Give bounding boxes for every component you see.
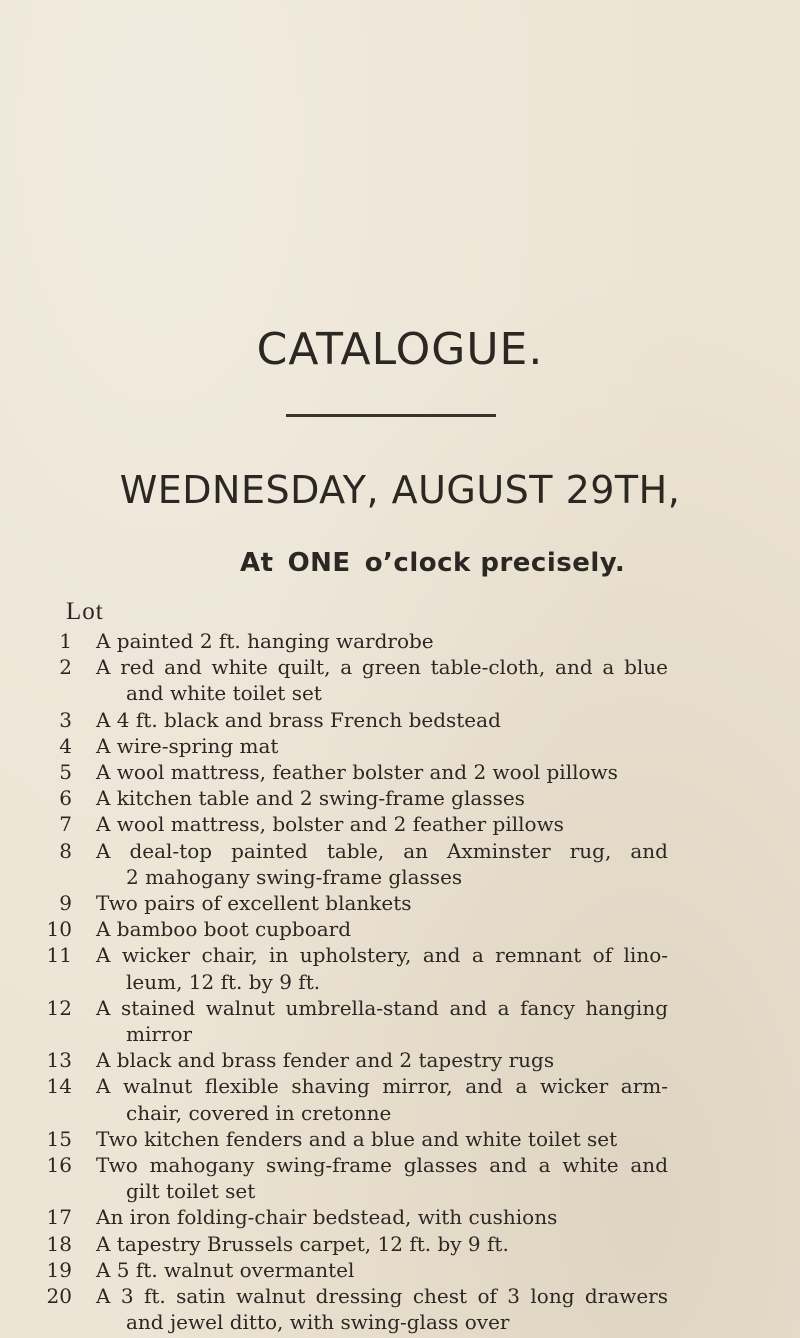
lot-number: 5 xyxy=(59,760,72,785)
lot-number: 1 xyxy=(59,629,72,653)
lot-description xyxy=(96,759,668,785)
lot-number: 9 xyxy=(59,891,72,916)
lot-description xyxy=(96,916,668,942)
lot-number: 6 xyxy=(59,786,72,811)
lot-description-continuation: 2 mahogany swing-frame glasses xyxy=(126,864,463,889)
lot-row xyxy=(0,1231,800,1257)
lot-row xyxy=(0,942,800,994)
lot-row xyxy=(0,1073,800,1125)
lot-description-line: An iron folding-chair bedstead, with cushions xyxy=(96,1205,558,1230)
lot-description-line: A walnut flexible shaving mirror, and a wicker arm- xyxy=(96,1074,668,1099)
lot-row xyxy=(0,838,800,890)
lot-description-line: A wool mattress, feather bolster and 2 wool pillows xyxy=(96,760,618,785)
lot-row xyxy=(0,1283,800,1335)
lot-description-line: A stained walnut umbrella-stand and a fancy hanging xyxy=(96,995,668,1020)
catalogue-heading: CATALOGUE. xyxy=(256,324,544,375)
lot-description-continuation: mirror xyxy=(126,1022,193,1047)
lot-description-continuation: gilt toilet set xyxy=(126,1179,256,1204)
sale-time-hour: ONE xyxy=(287,548,351,578)
lot-row xyxy=(0,785,800,811)
lot-description-line: Two kitchen fenders and a blue and white toilet set xyxy=(96,1126,618,1151)
heading-rule xyxy=(286,414,496,417)
lot-description-line: A 3 ft. satin walnut dressing chest of 3 long drawers xyxy=(96,1284,668,1309)
lot-row xyxy=(0,995,800,1047)
lot-description-line: A 4 ft. black and brass French bedstead xyxy=(96,707,501,732)
lot-description-line: A wool mattress, bolster and 2 feather pillows xyxy=(96,812,564,837)
lot-number: 18 xyxy=(46,1231,72,1256)
lot-description-line: Two mahogany swing-frame glasses and a white and xyxy=(96,1153,668,1178)
lot-number: 17 xyxy=(46,1205,72,1230)
lot-description-line: A wire-spring mat xyxy=(96,733,279,758)
lot-description-line: A deal-top painted table, an Axminster rug, and xyxy=(96,838,668,863)
lot-description xyxy=(96,1204,668,1230)
lot-description xyxy=(96,628,668,654)
lot-number: 7 xyxy=(59,812,72,837)
lot-row xyxy=(0,1204,800,1230)
lot-number: 10 xyxy=(46,917,72,942)
lot-description-line: A kitchen table and 2 swing-frame glasses xyxy=(96,786,525,811)
lot-number: 4 xyxy=(59,733,72,758)
lot-description-line: A black and brass fender and 2 tapestry rugs xyxy=(96,1048,555,1073)
lot-number: 3 xyxy=(59,707,72,732)
lot-number: 16 xyxy=(46,1153,72,1178)
lot-description-line: A wicker chair, in upholstery, and a remnant of lino- xyxy=(96,943,668,968)
lot-list xyxy=(0,628,800,1335)
lot-description xyxy=(96,654,668,706)
sale-date: WEDNESDAY, AUGUST 29TH, xyxy=(119,468,681,512)
lot-number: 12 xyxy=(46,995,72,1020)
lot-number: 14 xyxy=(46,1074,72,1099)
lot-description xyxy=(96,942,668,994)
lot-description xyxy=(96,838,668,890)
lot-number: 15 xyxy=(46,1126,72,1151)
lot-row xyxy=(0,1047,800,1073)
lot-number: 11 xyxy=(46,943,72,968)
lot-row xyxy=(0,707,800,733)
lot-description-line: A red and white quilt, a green table-cloth, and a blue xyxy=(96,655,668,680)
lot-row xyxy=(0,811,800,837)
lot-number: 2 xyxy=(59,655,72,680)
lot-description xyxy=(96,1126,668,1152)
lot-description-line: A tapestry Brussels carpet, 12 ft. by 9 ft. xyxy=(96,1231,509,1256)
lot-description xyxy=(96,890,668,916)
lot-description xyxy=(96,811,668,837)
lot-description xyxy=(96,1073,668,1125)
lot-description-continuation: chair, covered in cretonne xyxy=(126,1100,392,1125)
lot-description-line: Two pairs of excellent blankets xyxy=(96,891,412,916)
lot-description-line: A 5 ft. walnut overmantel xyxy=(96,1257,355,1282)
lot-row xyxy=(0,1257,800,1283)
lot-number: 20 xyxy=(46,1284,72,1309)
lot-description xyxy=(96,1152,668,1204)
lot-column-label: Lot xyxy=(66,598,104,625)
sale-time-prefix: At xyxy=(240,548,274,578)
lot-description xyxy=(96,995,668,1047)
sale-time xyxy=(240,548,625,578)
lot-row xyxy=(0,890,800,916)
lot-description xyxy=(96,1257,668,1283)
lot-description xyxy=(96,1047,668,1073)
lot-row xyxy=(0,916,800,942)
lot-number: 19 xyxy=(46,1257,72,1282)
lot-description-continuation: leum, 12 ft. by 9 ft. xyxy=(126,969,321,994)
lot-row xyxy=(0,1126,800,1152)
lot-row xyxy=(0,733,800,759)
lot-row xyxy=(0,759,800,785)
sale-time-suffix: o’clock precisely. xyxy=(364,548,626,578)
lot-description xyxy=(96,1231,668,1257)
lot-description-continuation: and white toilet set xyxy=(126,681,322,706)
lot-number: 8 xyxy=(59,838,72,863)
lot-description-continuation: and jewel ditto, with swing-glass over xyxy=(126,1310,510,1335)
lot-description xyxy=(96,707,668,733)
lot-row xyxy=(0,628,800,654)
lot-row xyxy=(0,1152,800,1204)
lot-row xyxy=(0,654,800,706)
lot-description-line: A bamboo boot cupboard xyxy=(96,917,352,942)
lot-description xyxy=(96,785,668,811)
lot-description xyxy=(96,733,668,759)
lot-description-line: A painted 2 ft. hanging wardrobe xyxy=(96,629,434,653)
lot-description xyxy=(96,1283,668,1335)
lot-number: 13 xyxy=(46,1048,72,1073)
